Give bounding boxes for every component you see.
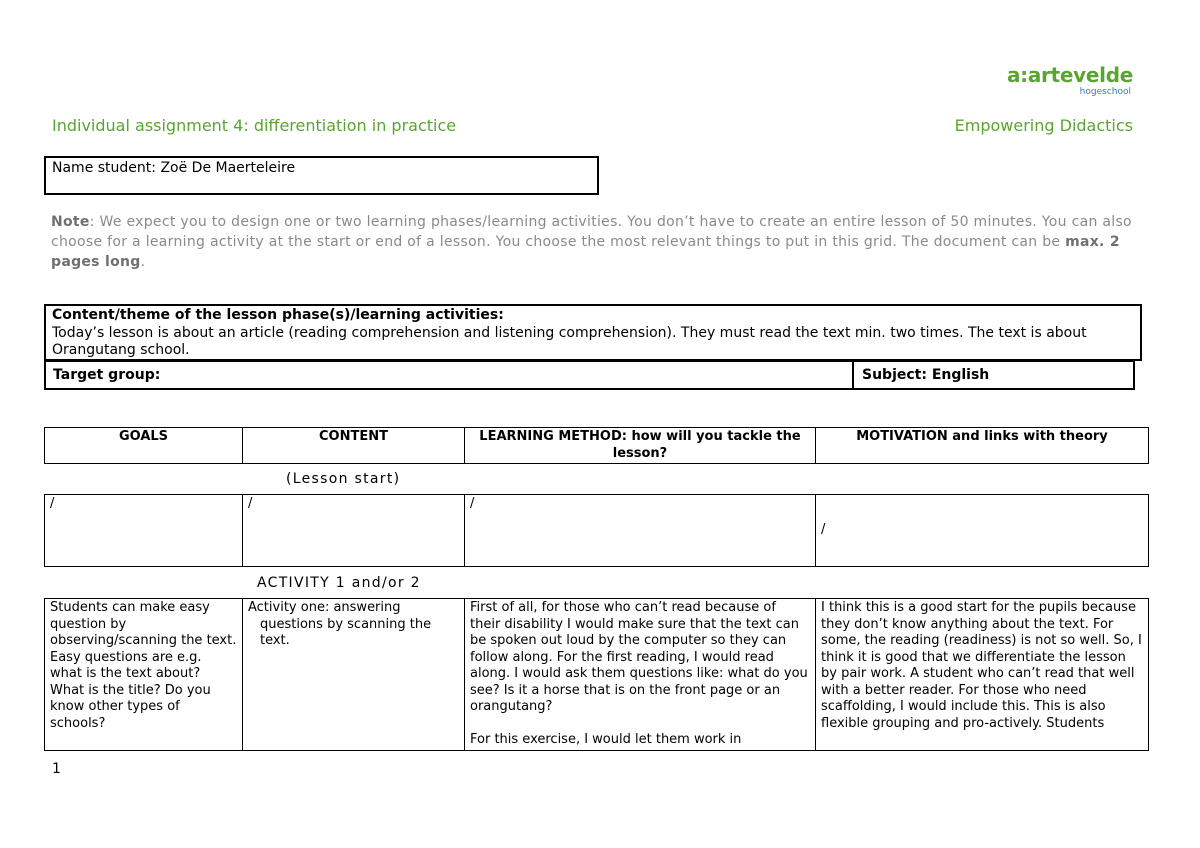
page-number: 1 (52, 761, 61, 777)
activity-method-cell (465, 599, 816, 751)
activity-table (44, 598, 1149, 751)
activity-title: ACTIVITY 1 and/or 2 (257, 575, 421, 591)
student-name-box (44, 156, 599, 195)
note-paragraph (51, 212, 1151, 272)
activity-method-p2: For this exercise, I would let them work in (470, 731, 742, 747)
activity-content-cell (243, 599, 465, 751)
note-end: . (140, 254, 146, 270)
lesson-start-motivation: / (816, 495, 1149, 567)
target-divider (852, 362, 854, 388)
lesson-start-content: / (243, 495, 465, 567)
header-learning-method: LEARNING METHOD: how will you tackle the lesson? (465, 428, 816, 464)
student-name: Name student: Zoë De Maerteleire (52, 160, 296, 176)
paragraph-gap (470, 716, 810, 732)
logo-brand: a:artevelde (1006, 63, 1133, 87)
activity-method-p1: First of all, for those who can’t read because of their disability I would make sure that the text can be spoken out loud by the computer so they can follow along. For the first reading, I would read along. I would ask them questions like: what do you see? Is it a horse that is on the front page or an orangutang? (470, 600, 808, 714)
lesson-start-goals: / (45, 495, 243, 567)
artevelde-logo (1003, 63, 1133, 99)
lesson-start-method: / (465, 495, 816, 567)
grid-header-table (44, 427, 1149, 464)
header-content: CONTENT (243, 428, 465, 464)
target-subject-row (44, 360, 1135, 390)
header-motivation: MOTIVATION and links with theory (816, 428, 1149, 464)
target-group-label: Target group: (53, 367, 161, 383)
subject-label: Subject: English (862, 367, 990, 383)
content-theme-heading: Content/theme of the lesson phase(s)/learning activities: (52, 307, 504, 323)
assignment-title: Individual assignment 4: differentiation in practice (52, 116, 457, 135)
course-title: Empowering Didactics (954, 116, 1133, 135)
lesson-start-title: (Lesson start) (286, 471, 401, 487)
content-theme-box (44, 304, 1142, 361)
note-text: : We expect you to design one or two learning phases/learning activities. You don’t have to create an entire lesson of 50 minutes. You can also choose for a learning activity at the start or end of a lesson. You choose the most relevant things to put in this grid. The document can be (51, 214, 1132, 250)
activity-motivation: I think this is a good start for the pupils because they don’t know anything about the text. For some, the reading (readiness) is not so well. So, I think it is good that we differentiate the lesson by pair work. A student who can’t read that well with a better reader. For those who need scaffolding, I would include this. This is also flexible grouping and pro-actively. Students (816, 599, 1149, 751)
lesson-start-table (44, 494, 1149, 567)
header-goals: GOALS (45, 428, 243, 464)
logo-subtitle: hogeschool (1079, 87, 1131, 97)
activity-goals: Students can make easy question by observing/scanning the text. Easy questions are e.g. what is the text about? What is the title? Do you know other types of schools? (45, 599, 243, 751)
activity-content: Activity one: answering questions by scanning the text. (248, 600, 432, 648)
note-max-pages: max. 2 pages long (51, 234, 1120, 270)
content-theme-text: Today’s lesson is about an article (reading comprehension and listening comprehension). They must read the text min. two times. The text is about Orangutang school. (52, 324, 1087, 358)
note-label: Note (51, 214, 90, 230)
